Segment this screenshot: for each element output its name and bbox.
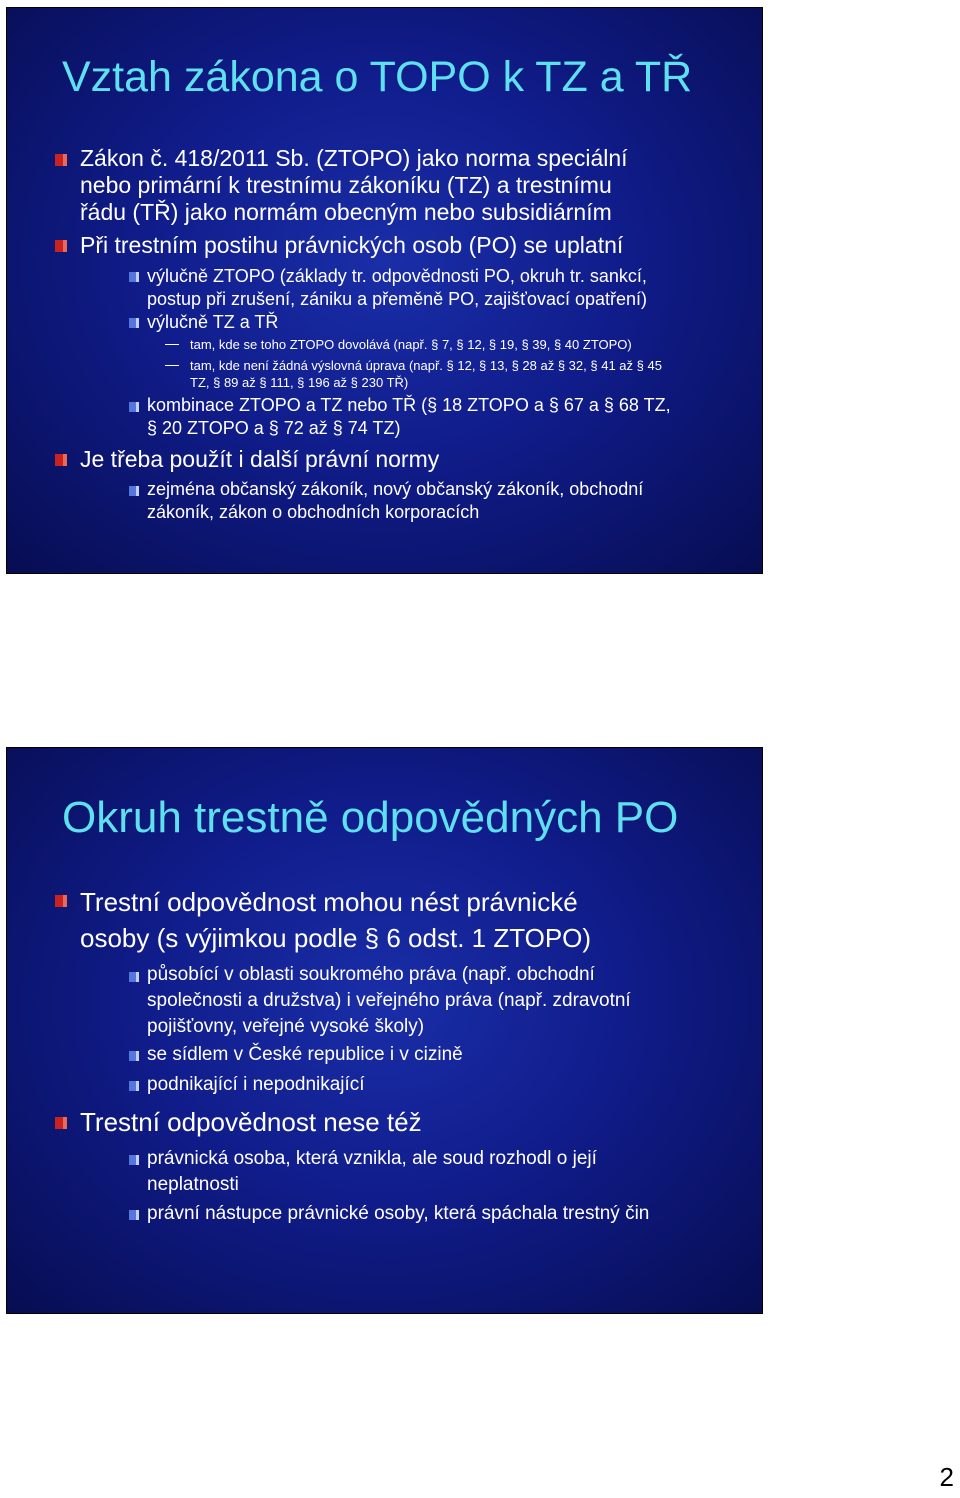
bullet-text: Trestní odpovědnost nese též [80,1107,422,1137]
bullet-icon [55,240,67,252]
bullet-icon [55,154,67,166]
sub-bullet-icon [129,1210,139,1220]
sub-bullet-text: podnikající i nepodnikající [147,1074,365,1095]
sub-bullet-text: právnická osoba, která vznikla, ale soud rozhodl o její [147,1148,597,1169]
sub-bullet-text: zejména občanský zákoník, nový občanský zákoník, obchodní [147,479,644,499]
sub-sub-bullet-text: tam, kde není žádná výslovná úprava (např. § 12, § 13, § 28 až § 32, § 41 až § 45 [190,358,662,373]
sub-bullet-text: pojišťovny, veřejné vysoké školy) [147,1016,425,1037]
dash-icon [165,344,179,345]
bullet-icon [55,1117,67,1129]
bullet-text: osoby (s výjimkou podle § 6 odst. 1 ZTOPO) [80,923,592,953]
sub-bullet-text: působící v oblasti soukromého práva (např. obchodní [147,964,595,985]
bullet-text: nebo primární k trestnímu zákoníku (TZ) a trestnímu [80,172,612,198]
sub-bullet-icon [129,318,139,328]
sub-bullet-text: výlučně TZ a TŘ [147,312,279,332]
slide-2 [6,747,763,1314]
bullet-text: Trestní odpovědnost mohou nést právnické [80,887,578,917]
sub-bullet-text: se sídlem v České republice i v cizině [147,1044,463,1065]
sub-bullet-icon [129,1155,139,1165]
sub-bullet-text: právní nástupce právnické osoby, která spáchala trestný čin [147,1203,650,1224]
bullet-text: Je třeba použít i další právní normy [80,446,440,472]
bullet-icon [55,454,67,466]
sub-bullet-text: společnosti a družstva) i veřejného práva (např. zdravotní [147,990,631,1011]
sub-bullet-text: neplatnosti [147,1174,239,1195]
sub-sub-bullet-text: tam, kde se toho ZTOPO dovolává (např. § 7, § 12, § 19, § 39, § 40 ZTOPO) [190,337,632,352]
slide-title: Okruh trestně odpovědných PO [62,793,679,842]
sub-bullet-icon [129,272,139,282]
bullet-icon [55,895,67,907]
sub-bullet-icon [129,486,139,496]
sub-bullet-icon [129,1051,139,1061]
sub-bullet-text: kombinace ZTOPO a TZ nebo TŘ (§ 18 ZTOPO a § 67 a § 68 TZ, [147,395,671,415]
dash-icon [165,365,179,366]
sub-bullet-icon [129,972,139,982]
sub-sub-bullet-text: TZ, § 89 až § 111, § 196 až § 230 TŘ) [190,375,409,390]
sub-bullet-text: § 20 ZTOPO a § 72 až § 74 TZ) [147,418,401,438]
bullet-text: Zákon č. 418/2011 Sb. (ZTOPO) jako norma speciální [80,145,628,171]
bullet-text: Při trestním postihu právnických osob (PO) se uplatní [80,232,624,258]
slide-title: Vztah zákona o TOPO k TZ a TŘ [62,53,693,101]
sub-bullet-text: zákoník, zákon o obchodních korporacích [147,502,480,522]
sub-bullet-text: postup při zrušení, zániku a přeměně PO, zajišťovací opatření) [147,289,648,309]
slide-1 [6,7,763,574]
sub-bullet-text: výlučně ZTOPO (základy tr. odpovědnosti PO, okruh tr. sankcí, [147,266,647,286]
sub-bullet-icon [129,1081,139,1091]
sub-bullet-icon [129,402,139,412]
page-number: 2 [939,1462,954,1492]
bullet-text: řádu (TŘ) jako normám obecným nebo subsidiárním [80,199,612,225]
